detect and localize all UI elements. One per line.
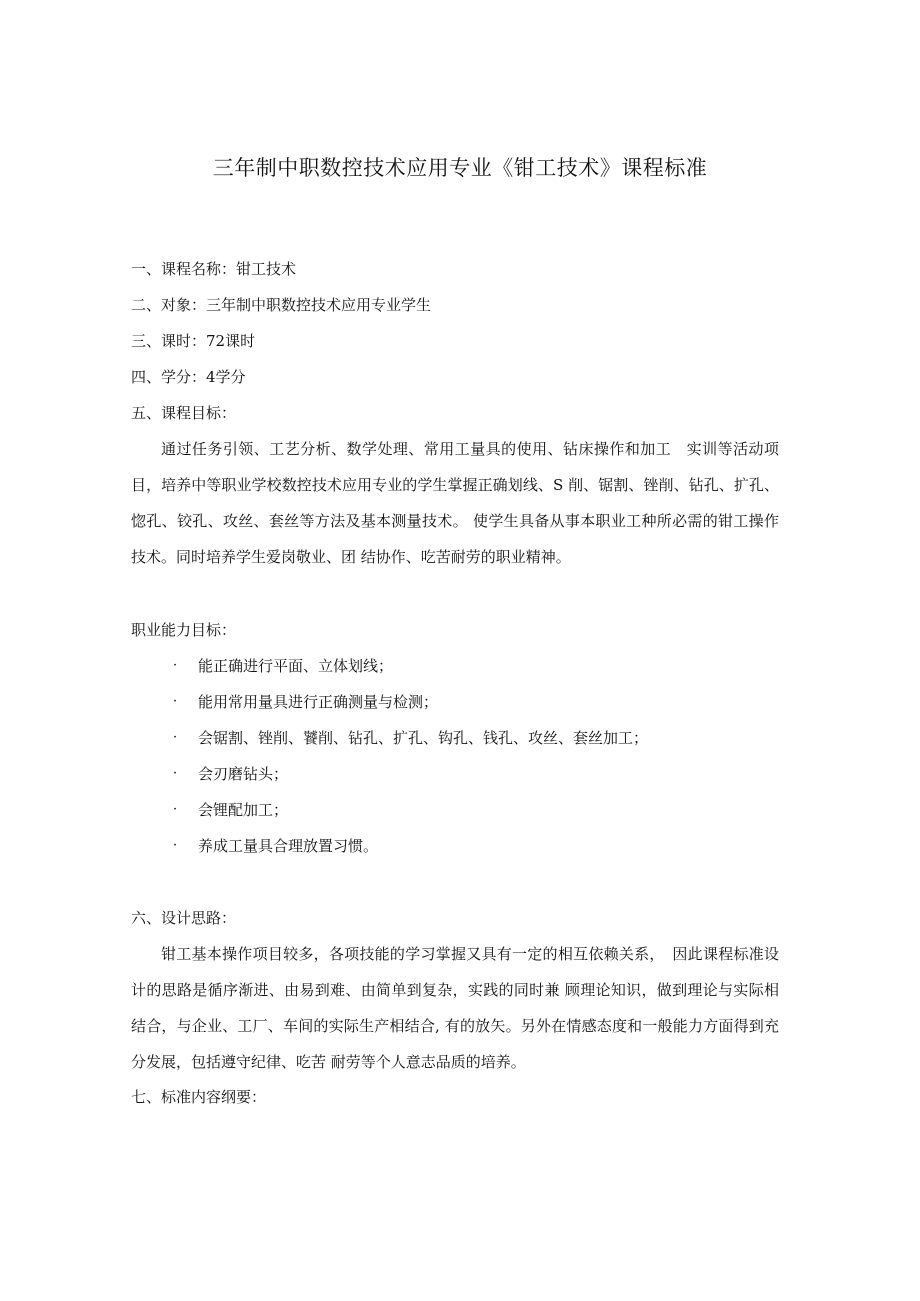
list-item bbox=[131, 684, 648, 720]
list-item-text: 能正确进行平面、立体划线； bbox=[198, 657, 394, 675]
bullet-icon: · bbox=[173, 658, 178, 673]
section-course-name: 一、课程名称：钳工技术 bbox=[131, 260, 297, 278]
section-audience: 二、对象：三年制中职数控技术应用专业学生 bbox=[131, 296, 432, 314]
section-credits: 四、学分：4学分 bbox=[131, 368, 246, 386]
ability-list bbox=[131, 648, 648, 864]
list-item bbox=[131, 792, 648, 828]
bullet-icon: · bbox=[173, 694, 178, 709]
list-item-text: 会刃磨钻头； bbox=[198, 765, 289, 783]
section-goals-heading: 五、课程目标： bbox=[131, 404, 237, 422]
design-paragraph: 钳工基本操作项目较多，各项技能的学习掌握又具有一定的相互依赖关系， 因此课程标准设计的思路是循序渐进、由易到难、由简单到复杂，实践的同时兼 顾理论知识，做到理论与实际相结合，与企业、工厂、车间的实际生产相结合, 有的放矢。另外在情感态度和一般能力方面得到充分发展，包括遵守纪律、吃苦 耐劳等个人意志品质的培养。 bbox=[131, 945, 779, 1071]
section-outline-heading: 七、标准内容纲要： bbox=[131, 1088, 267, 1106]
section-hours: 三、课时：72课时 bbox=[131, 332, 256, 350]
list-item bbox=[131, 828, 648, 864]
list-item-text: 能用常用量具进行正确测量与检测； bbox=[198, 693, 439, 711]
list-item bbox=[131, 648, 648, 684]
bullet-icon: · bbox=[173, 730, 178, 745]
list-item-text: 养成工量具合理放置习惯。 bbox=[198, 837, 379, 855]
list-item-text: 会锯割、锉削、饕削、钻孔、扩孔、钩孔、钱孔、攻丝、套丝加工； bbox=[198, 729, 649, 747]
section-design-heading: 六、设计思路： bbox=[131, 909, 237, 927]
bullet-icon: · bbox=[173, 802, 178, 817]
list-item-text: 会锂配加工； bbox=[198, 801, 289, 819]
ability-heading: 职业能力目标： bbox=[131, 621, 237, 639]
goals-paragraph: 通过任务引领、工艺分析、数学处理、常用工量具的使用、钻床操作和加工 实训等活动项目，培养中等职业学校数控技术应用专业的学生掌握正确划线、S 削、锯割、锉削、钻孔、扩孔、惚孔、铰孔、攻丝、套丝等方法及基本测量技术。 使学生具备从事本职业工种所必需的钳工操作技术。同时培养学生爱岗敬业、团 结协作、吃苦耐劳的职业精神。 bbox=[131, 440, 779, 566]
bullet-icon: · bbox=[173, 838, 178, 853]
list-item bbox=[131, 720, 648, 756]
document-title: 三年制中职数控技术应用专业《钳工技术》课程标准 bbox=[212, 156, 708, 180]
list-item bbox=[131, 756, 648, 792]
bullet-icon: · bbox=[173, 766, 178, 781]
